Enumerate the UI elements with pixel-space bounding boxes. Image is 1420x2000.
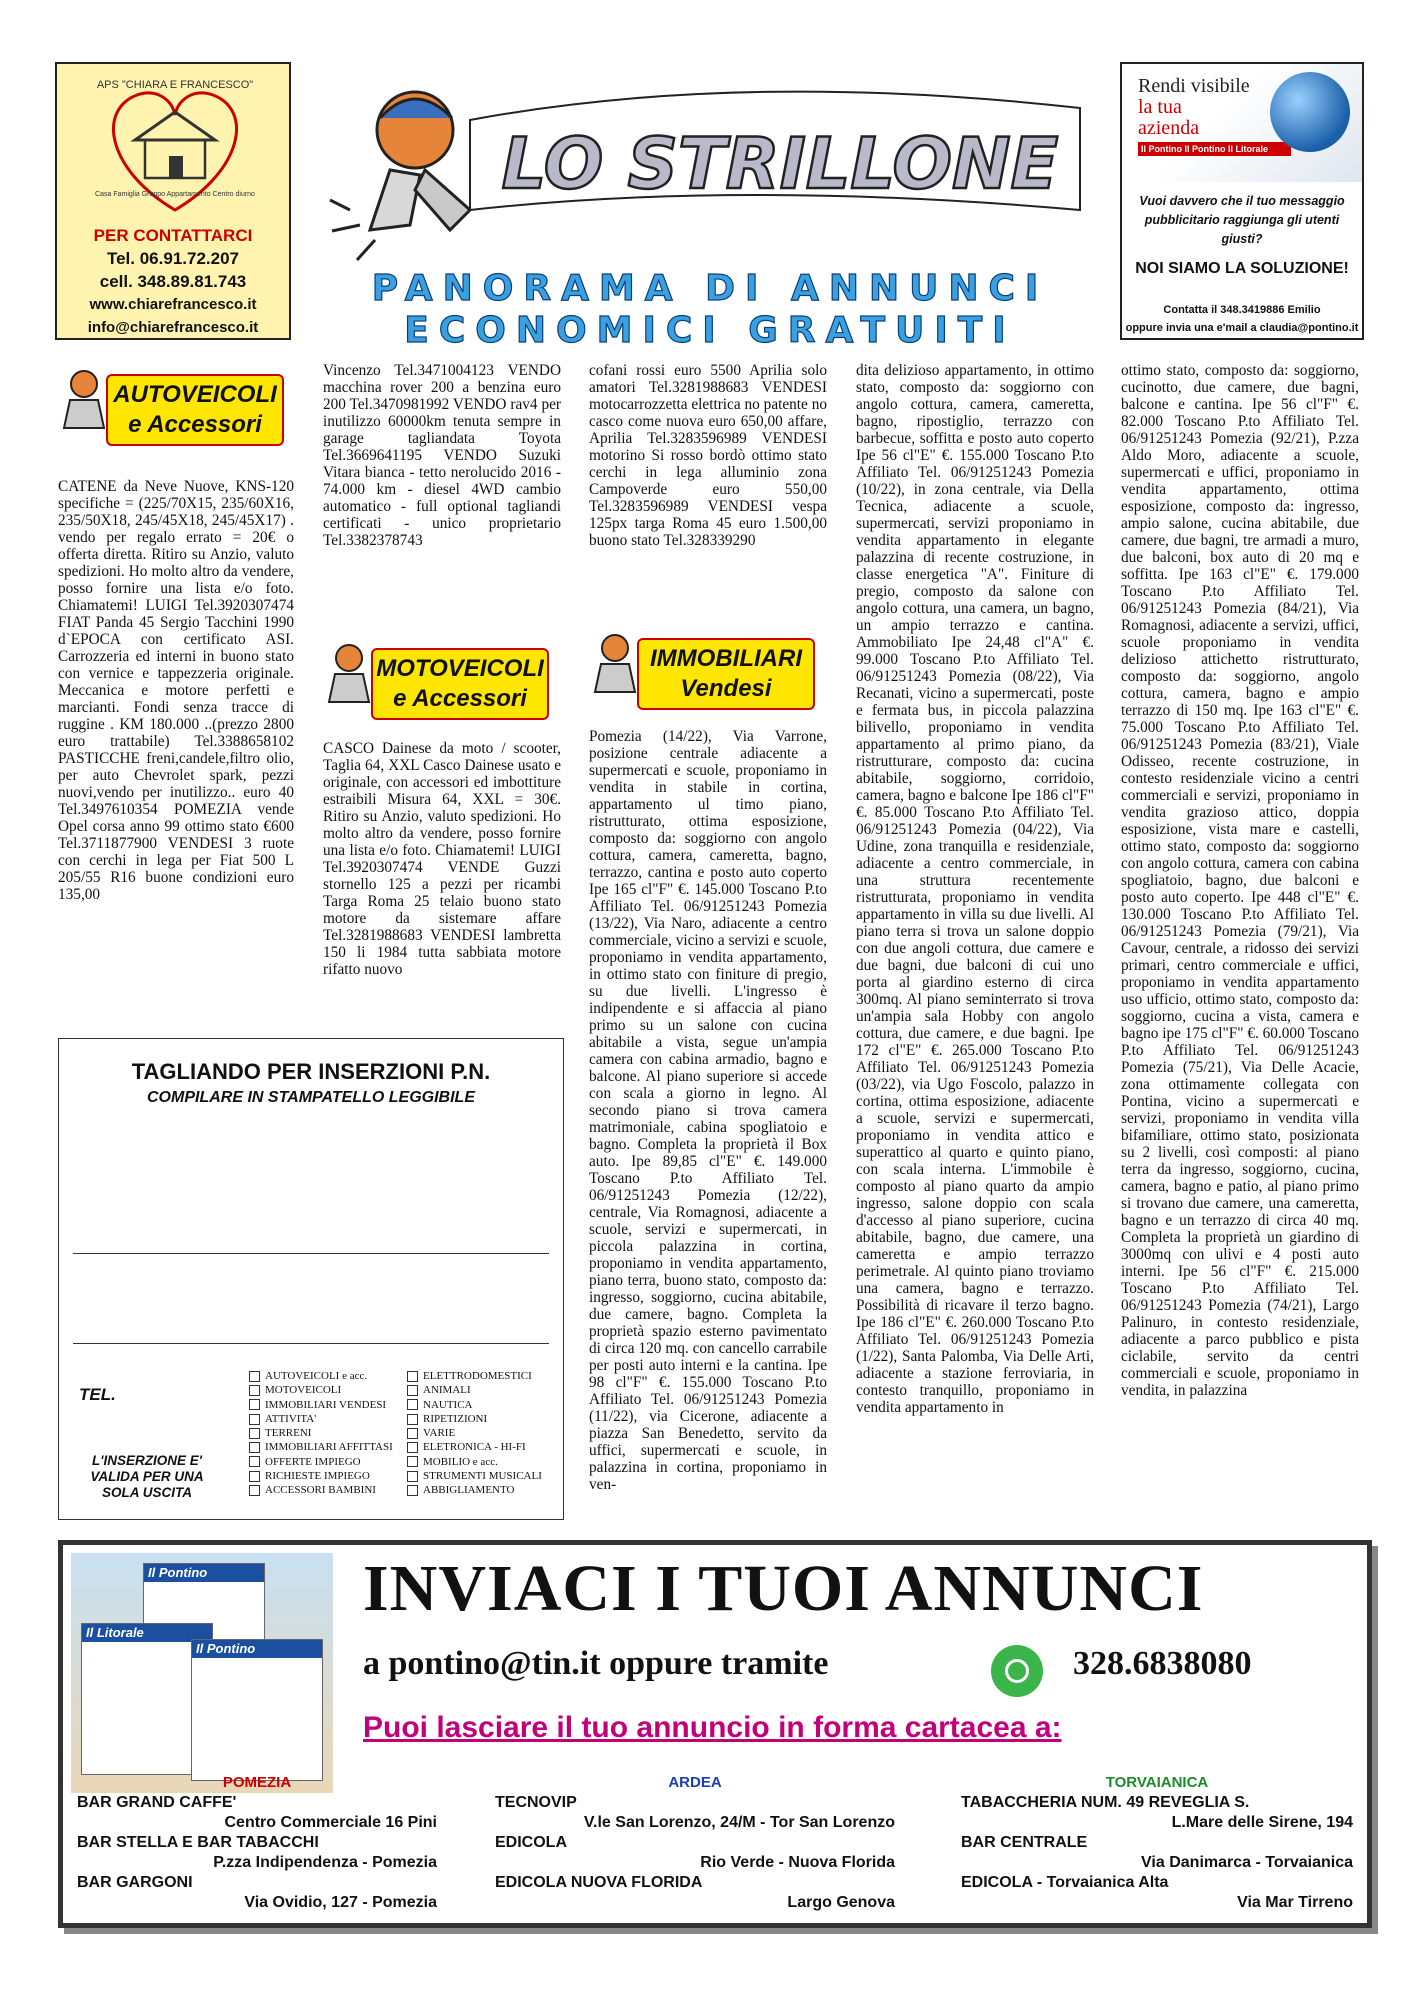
ad-solution: NOI SIAMO LA SOLUZIONE! xyxy=(1135,260,1349,277)
contact-tel: Tel. 06.91.72.207 xyxy=(106,249,239,268)
insertion-coupon xyxy=(58,1038,564,1520)
svg-text:Casa Famiglia Gruppo Appartame: Casa Famiglia Gruppo Appartamento Centro diurno xyxy=(95,191,255,198)
location-name: TABACCHERIA NUM. 49 REVEGLIA S. xyxy=(961,1794,1250,1811)
coupon-option[interactable]: OFFERTE IMPIEGO xyxy=(249,1455,393,1469)
newsboy-icon xyxy=(58,366,110,430)
checkbox[interactable] xyxy=(407,1456,418,1467)
masthead xyxy=(320,60,1100,350)
location-name: BAR CENTRALE xyxy=(961,1834,1088,1851)
masthead-title: LO STRILLONE xyxy=(501,123,1059,205)
submit-ads-panel xyxy=(58,1540,1372,1928)
coupon-option[interactable]: AUTOVEICOLI e acc. xyxy=(249,1369,393,1383)
location-name: EDICOLA NUOVA FLORIDA xyxy=(495,1874,703,1891)
coupon-option[interactable]: ELETRONICA - HI-FI xyxy=(407,1440,542,1454)
category-sublabel: e Accessori xyxy=(393,685,527,712)
whatsapp-icon[interactable] xyxy=(991,1645,1043,1697)
svg-text:APS "CHIARA E FRANCESCO": APS "CHIARA E FRANCESCO" xyxy=(96,79,254,91)
location-heading: POMEZIA xyxy=(222,1774,292,1791)
location-heading: TORVAIANICA xyxy=(1105,1774,1209,1791)
location-address: P.zza Indipendenza - Pomezia xyxy=(213,1854,437,1871)
ad-contact-email: oppure invia una e'mail a claudia@pontino.it xyxy=(1125,322,1359,334)
location-address: Largo Genova xyxy=(787,1894,895,1911)
masthead-subtitle-2: ECONOMICI GRATUITI xyxy=(404,310,1016,350)
panel-phone[interactable]: 328.6838080 xyxy=(1073,1645,1252,1682)
category-label: MOTOVEICOLI xyxy=(376,655,544,682)
location-address: Via Ovidio, 127 - Pomezia xyxy=(244,1894,437,1911)
locations-torvaianica xyxy=(961,1773,1353,1913)
checkbox[interactable] xyxy=(249,1399,260,1410)
coupon-option[interactable]: NAUTICA xyxy=(407,1398,542,1412)
location-address: Rio Verde - Nuova Florida xyxy=(700,1854,895,1871)
checkbox[interactable] xyxy=(407,1471,418,1482)
coupon-option[interactable]: IMMOBILIARI VENDESI xyxy=(249,1398,393,1412)
checkbox[interactable] xyxy=(249,1385,260,1396)
coupon-option[interactable]: RICHIESTE IMPIEGO xyxy=(249,1469,393,1483)
contact-web-link[interactable]: www.chiarefrancesco.it xyxy=(89,296,257,313)
listings-column-2-top: Vincenzo Tel.3471004123 VENDO macchina rover 200 a benzina euro 200 Tel.3470981992 VENDO rav4 per inutilizzo 60000km tenuta sempre in garage tagliandata Toyota Tel.3669641195 VENDO Suzuki Vitara bianca - tetto nerolucido 2016 - 74.000 km - diesel 4WD cambio automatico - full optional tagliandi certificati - unico proprietario Tel.3382378743 xyxy=(323,362,561,549)
coupon-tel-label: TEL. xyxy=(79,1385,116,1404)
locations-ardea xyxy=(495,1773,895,1913)
coupon-subtitle: COMPILARE IN STAMPATELLO LEGGIBILE xyxy=(147,1089,475,1106)
checkbox[interactable] xyxy=(407,1442,418,1453)
category-immobiliari xyxy=(589,630,819,720)
coupon-option[interactable]: ABBIGLIAMENTO xyxy=(407,1483,542,1497)
coupon-option[interactable]: MOBILIO e acc. xyxy=(407,1455,542,1469)
ad-question: Vuoi davvero che il tuo messaggio pubblicitario raggiunga gli utenti giusti? xyxy=(1139,194,1345,246)
checkbox[interactable] xyxy=(249,1456,260,1467)
listings-column-3-bottom: Pomezia (14/22), Via Varrone, posizione centrale adiacente a supermercati e scuole, proponiamo in vendita in stabile in cortina, appartamento ul timo piano, ristrutturato, ottima esposizione, composto da: soggiorno con angolo cottura, camera, cameretta, bagno, terrazzo, cantina e posto auto coperto Ipe 165 cl"F" €. 145.000 Toscano P.to Affiliato Tel. 06/91251243 Pomezia (13/22), Via Naro, adiacente a centro commerciale, vicino a servizi e scuole, proponiamo in vendita appartamento, in ottimo stato con finiture di pregio, su due livelli. L'ingresso è indipendente e si affaccia al piano primo su un salone con cucina abitabile a vista, segue un'ampia camera con cabina armadio, bagno e balcone. Al piano superiore si accede con scala a giorno in legno. Al secondo piano si trova camera matrimoniale, cabina spogliatoio e bagno. Completa la proprietà il Box auto. Ipe 89,85 cl"E" €. 149.000 Toscano P.to Affiliato Tel. 06/91251243 Pomezia (12/22), centrale, Via Romagnosi, adiacente a scuole, servizi e supermercati, in piccola palazzina in cortina, proponiamo in vendita appartamento, piano terra, buono stato, composto da: ingresso, soggiorno, cucina abitabile, due camere, bagno. Completa la proprietà spazio esterno pavimentato di circa 120 mq. con cancello carrabile per posti auto interni e la cantina. Ipe 98 cl"F" €. 155.000 Toscano P.to Affiliato Tel. 06/91251243 Pomezia (11/22), via Cicerone, adiacente a piazza San Benedetto, servito da uffici, supermercati e scuole, in palazzina in cortina, proponiamo in ven- xyxy=(589,728,827,1493)
contact-email-link[interactable]: info@chiarefrancesco.it xyxy=(87,319,259,336)
location-name: EDICOLA xyxy=(495,1834,567,1851)
coupon-option[interactable]: VARIE xyxy=(407,1426,542,1440)
location-address: V.le San Lorenzo, 24/M - Tor San Lorenzo xyxy=(583,1814,895,1831)
coupon-validity-note: L'INSERZIONE E' VALIDA PER UNA SOLA USCITA xyxy=(90,1453,204,1500)
coupon-option[interactable]: IMMOBILIARI AFFITTASI xyxy=(249,1440,393,1454)
newsboy-icon xyxy=(589,630,641,694)
locations-pomezia xyxy=(77,1773,437,1913)
location-address: L.Mare delle Sirene, 194 xyxy=(1171,1814,1353,1831)
listings-column-3-top: cofani rossi euro 5500 Aprilia solo amatori Tel.3281988683 VENDESI motocarrozzetta elettrica no patente no casco come nuova euro 650,00 affare, Aprilia Tel.3283596989 VENDESI motorino Si rosso bordò ottimo stato cerchi in lega alluminio zona Campoverde euro 550,00 Tel.3283596989 VENDESI vespa 125px targa Roma 45 euro 1.500,00 buono stato Tel.328339290 xyxy=(589,362,827,549)
location-name: BAR STELLA E BAR TABACCHI xyxy=(77,1834,319,1851)
location-address: Centro Commerciale 16 Pini xyxy=(224,1814,437,1831)
category-sublabel: e Accessori xyxy=(128,411,262,438)
globe-icon xyxy=(1270,72,1350,152)
checkbox[interactable] xyxy=(407,1371,418,1382)
coupon-option[interactable]: ATTIVITA' xyxy=(249,1412,393,1426)
panel-drop-off-note: Puoi lasciare il tuo annuncio in forma cartacea a: xyxy=(363,1711,1062,1744)
location-name: EDICOLA - Torvaianica Alta xyxy=(961,1874,1169,1891)
newsboy-illustration xyxy=(330,92,470,260)
checkbox[interactable] xyxy=(407,1428,418,1439)
coupon-option[interactable]: RIPETIZIONI xyxy=(407,1412,542,1426)
checkbox[interactable] xyxy=(249,1414,260,1425)
listings-column-2-bottom: CASCO Dainese da moto / scooter, Taglia 64, XXL Casco Dainese usato e originale, con accessori ed imbottiture estraibili Misura 64, XXL = 30€. Ritiro su Anzio, valuto spedizioni. Ho molto altro da vendere, posso fornire una lista e/o foto. Chiamatemi! LUIGI Tel.3920307474 VENDE Guzzi stornello 125 a pezzi per ricambi Targa Roma 25 telaio buono stato motore da sistemare affare Tel.3281988683 VENDESI lambretta 150 li 1984 tutta sabbiata motore rifatto nuovo xyxy=(323,740,561,978)
listings-column-5: ottimo stato, composto da: soggiorno, cucinotto, due camere, due bagni, balcone e cantina. Ipe 56 cl"F" €. 82.000 Toscano P.to Affiliato Tel. 06/91251243 Pomezia (92/21), P.zza Aldo Moro, adiacente a scuole, supermercati e uffici, proponiamo in vendita appartamento, ottima esposizione, composto da: ingresso, ampio salone, cucina abitabile, due camere, due bagni, tre armadi a muro, due balconi, box auto di 20 mq e soffitta. Ipe 163 cl"E" €. 179.000 Toscano P.to Affiliato Tel. 06/91251243 Pomezia (84/21), Via Romagnosi, adiacente a servizi, uffici, scuole proponiamo in vendita delizioso attichetto ristrutturato, composto da: soggiorno, angolo cottura, camera, bagno e ampio terrazzo di 150 mq. Ipe 163 cl"E" €. 75.000 Toscano P.to Affiliato Tel. 06/91251243 Pomezia (83/21), Viale Odisseo, recente costruzione, in contesto residenziale vicino a centri commerciali e servizi, proponiamo in vendita grazioso attico, doppia esposizione, vista mare e castelli, ottimo stato, composto da: soggiorno con angolo cottura, camera con cabina spogliatoio, bagno, due balconi e posto auto coperto. Ipe 448 cl"E" €. 130.000 Toscano P.to Affiliato Tel. 06/91251243 Pomezia (79/21), Via Cavour, centrale, a ridosso dei servizi primari, centro commerciale e uffici, proponiamo in vendita appartamento uso ufficio, ottimo stato, composto da: soggiorno, cucina a vista, camera e bagno ipe 175 cl"F" €. 60.000 Toscano P.to Affiliato Tel. 06/91251243 Pomezia (75/21), Via Delle Acacie, zona ottimamente collegata con Pontina, vicino a supermercati e servizi, proponiamo in vendita villa bifamiliare, ottimo stato, posizionata su 2 livelli, così composti: al piano terra da ingresso, soggiorno, cucina, camera, bagno e patio, al piano primo si trovano due camere, una cameretta, bagno e un terrazzo di circa 40 mq. Completa la proprietà un giardino di 3000mq con ulivi e 4 posti auto interni. Ipe 56 cl"F" €. 215.000 Toscano P.to Affiliato Tel. 06/91251243 Pomezia (74/21), Largo Palinuro, in contesto residenziale, adiacente a parco pubblico e pista ciclabile, servito da centri commerciali e scuole, proponiamo in vendita, in palazzina xyxy=(1121,362,1360,1399)
coupon-options-left xyxy=(249,1369,393,1498)
chiara-francesco-logo xyxy=(87,70,263,220)
location-name: BAR GRAND CAFFE' xyxy=(77,1794,237,1811)
advertising-box xyxy=(1120,62,1364,340)
panel-headline: INVIACI I TUOI ANNUNCI xyxy=(363,1552,1204,1625)
coupon-write-line[interactable] xyxy=(73,1253,549,1254)
contact-cell: cell. 348.89.81.743 xyxy=(99,272,247,291)
location-heading: ARDEA xyxy=(668,1774,722,1791)
coupon-title: TAGLIANDO PER INSERZIONI P.N. xyxy=(131,1059,491,1084)
coupon-option[interactable]: TERRENI xyxy=(249,1426,393,1440)
coupon-option[interactable]: ELETTRODOMESTICI xyxy=(407,1369,542,1383)
ad-rendi-1: Rendi visibile xyxy=(1138,75,1250,97)
masthead-title-banner xyxy=(470,92,1080,210)
checkbox[interactable] xyxy=(249,1428,260,1439)
category-motoveicoli xyxy=(323,640,553,730)
masthead-subtitle-1: PANORAMA DI ANNUNCI xyxy=(371,268,1049,309)
contact-box xyxy=(55,62,291,340)
category-label: IMMOBILIARI xyxy=(650,645,802,672)
coupon-write-line[interactable] xyxy=(73,1343,549,1344)
category-label: AUTOVEICOLI xyxy=(113,381,277,408)
location-name: TECNOVIP xyxy=(495,1794,577,1811)
checkbox[interactable] xyxy=(249,1471,260,1482)
coupon-option[interactable]: ACCESSORI BAMBINI xyxy=(249,1483,393,1497)
coupon-option[interactable]: STRUMENTI MUSICALI xyxy=(407,1469,542,1483)
location-address: Via Mar Tirreno xyxy=(1237,1894,1353,1911)
ad-rendi-2: la tua xyxy=(1138,96,1182,118)
coupon-option[interactable]: MOTOVEICOLI xyxy=(249,1383,393,1397)
coupon-options-right xyxy=(407,1369,542,1498)
checkbox[interactable] xyxy=(249,1442,260,1453)
category-autoveicoli xyxy=(58,366,288,456)
listings-column-1: CATENE da Neve Nuove, KNS-120 specifiche = (225/70X15, 235/60X16, 235/50X18, 245/45X18, 245/45X17) . vendo per regalo errato = 20€ o offerta diretta. Ritiro su Anzio, valuto spedizioni. Ho molto altro da vendere, posso fornire una lista e/o foto. Chiamatemi! LUIGI Tel.3920307474 FIAT Panda 45 Sergio Tacchini 1990 d`EPOCA con certificato ASI. Carrozzeria ed interni in buono stato con vernice e tappezzeria originale. Meccanica e motore perfetti e marcianti. Fondi senza tracce di ruggine . KM 180.000 ..(prezzo 2800 euro trattabile) Tel.3388658102 PASTICCHE freni,candele,filtro olio, per auto Chevrolet spark, pezzi nuovi,vendo per inutilizzo.. euro 40 Tel.3497610354 POMEZIA vende Opel corsa anno 99 ottimo stato €600 Tel.3711877900 VENDESI 3 ruote con cerchi in lega per Fiat 500 L 205/55 R16 buone condizioni euro 135,00 xyxy=(58,478,294,903)
contact-heading: PER CONTATTARCI xyxy=(93,226,253,245)
listings-column-4: dita delizioso appartamento, in ottimo stato, composto da: soggiorno con angolo cottura, camera, cameretta, bagno, ripostiglio, terrazzo con barbecue, soffitta e posto auto coperto Ipe 56 cl"E" €. 155.000 Toscano P.to Affiliato Tel. 06/91251243 Pomezia (10/22), in zona centrale, via Della Tecnica, adiacente a scuole, supermercati, servizi proponiamo in vendita appartamento in elegante palazzina di recente costruzione, in classe energetica "A". Finiture di pregio, composto da salone con angolo cottura, una camera, un bagno, un ampio terrazzo e cantina. Ammobiliato Ipe 24,48 cl"A" €. 99.000 Toscano P.to Affiliato Tel. 06/91251243 Pomezia (08/22), Via Recanati, vicino a supermercati, poste e fermata bus, in piccola palazzina bilivello, proponiamo in vendita appartamento al primo piano, da ristrutturare, composto da: cucina abitabile, soggiorno, corridoio, camera, bagno e balcone Ipe 186 cl"F" €. 85.000 Toscano P.to Affiliato Tel. 06/91251243 Pomezia (04/22), Via Udine, zona tranquilla e residenziale, adiacente a centro commerciale, in una struttura recentemente ristrutturata, proponiamo in vendita appartamento in villa su due livelli. Al piano terra si trova un salone doppio con due angoli cottura, due camere e due bagni, due balconi di cui uno porta al giardino esterno di circa 300mq. Al piano seminterrato si trova un'ampia sala Hobby con angolo cottura, due camere, e due bagni. Ipe 172 cl"E" €. 265.000 Toscano P.to Affiliato Tel. 06/91251243 Pomezia (03/22), via Ugo Foscolo, palazzo in cortina, ottima esposizione, adiacente a scuole, servizi e supermercati, proponiamo in vendita attico e superattico al quarto e quinto piano, con scala interna. L'immobile è composto al piano quarto da ampio ingresso, salone doppio con scala d'accesso al piano superiore, cucina abitabile, bagno, due camere, una cameretta e ampio terrazzo perimetrale. Al quinto piano troviamo una camera, bagno e terrazzo. Possibilità di ricavare il terzo bagno. Ipe 186 cl"E" €. 260.000 Toscano P.to Affiliato Tel. 06/91251243 Pomezia (1/22), Santa Palomba, Via Delle Arti, adiacente a stazione ferroviaria, in contesto tranquillo, proponiamo in vendita appartamento in xyxy=(856,362,1094,1416)
newspapers-photo: Il Pontino Il Litorale Il Pontino xyxy=(71,1553,333,1793)
ad-newspaper-logos: Il Pontino Il Pontino Il Litorale xyxy=(1138,142,1291,156)
checkbox[interactable] xyxy=(249,1371,260,1382)
checkbox[interactable] xyxy=(407,1485,418,1496)
location-address: Via Danimarca - Torvaianica xyxy=(1141,1854,1353,1871)
ad-contact-phone: Contatta il 348.3419886 Emilio xyxy=(1163,304,1321,316)
coupon-option[interactable]: ANIMALI xyxy=(407,1383,542,1397)
category-sublabel: Vendesi xyxy=(680,675,772,702)
newsboy-icon xyxy=(323,640,375,704)
checkbox[interactable] xyxy=(407,1414,418,1425)
panel-email-line[interactable]: a pontino@tin.it oppure tramite xyxy=(363,1645,829,1682)
location-name: BAR GARGONI xyxy=(77,1874,193,1891)
ad-rendi-3: azienda xyxy=(1138,117,1200,139)
checkbox[interactable] xyxy=(407,1385,418,1396)
checkbox[interactable] xyxy=(407,1399,418,1410)
checkbox[interactable] xyxy=(249,1485,260,1496)
